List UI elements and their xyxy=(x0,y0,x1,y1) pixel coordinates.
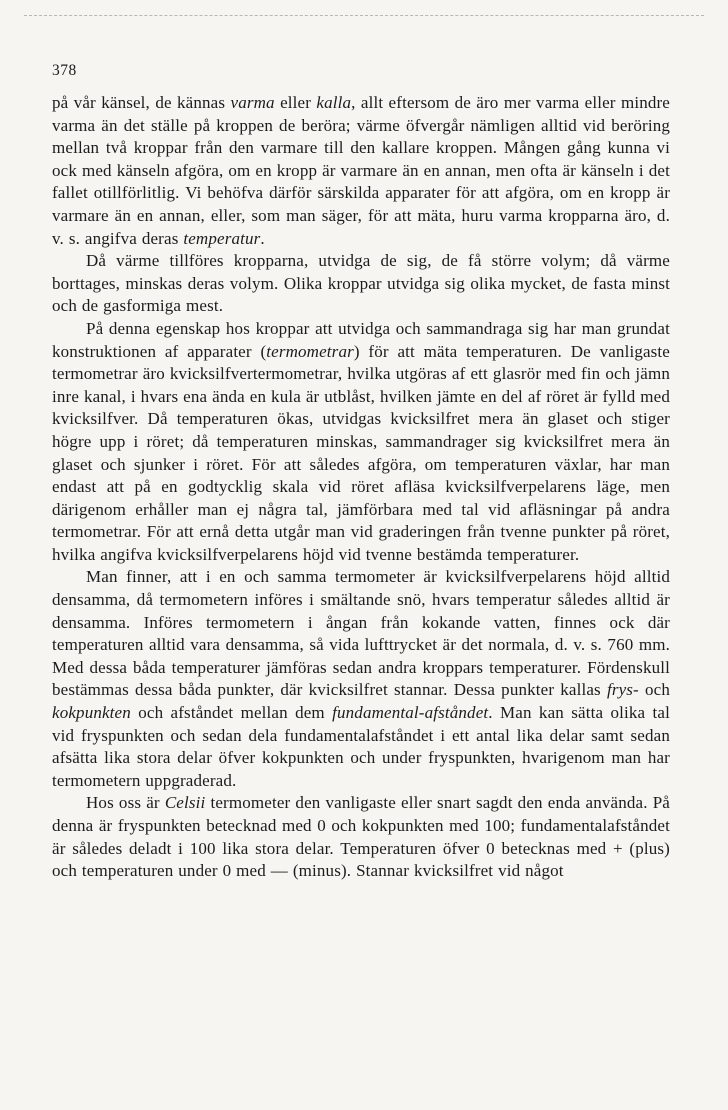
book-page xyxy=(52,62,670,883)
text-run: På denna egenskap hos kroppar att utvidga och sammandraga sig har man grundat konstruktionen af apparater ( xyxy=(52,318,670,361)
italic-term: kokpunkten xyxy=(52,703,131,723)
page-body xyxy=(52,92,670,883)
text-run: . xyxy=(260,228,265,248)
text-run: ) för att mäta temperaturen. De vanligaste termometrar äro kvicksilfvertermometrar, hvilka utgöras af ett glasrör med fin och jämn inre kanal, i hvars ena ända en kula är utblåst, hvilken jämte en del af röret är fylld med kvicksilfver. Då temperaturen ökas, utvidgas kvicksilfret mera än glaset och stiger högre upp i röret; då temperaturen minskas, sammandrager sig kvicksilfret mera än glaset och sjunker i röret. För att således afgöra, om temperaturen växlar, har man endast att på en godtycklig skala vid röret afläsa kvicksilfverpelarens läge, men därigenom erhåller man ej några tal, jämförbara med tal vid afläsningar på andra termometrar. För att ernå detta utgår man vid graderingen från tvenne punkter på röret, hvilka angifva kvicksilfverpelarens höjd vid tvenne bestämda temperaturer. xyxy=(52,341,670,564)
paragraph xyxy=(52,566,670,792)
italic-term: kalla xyxy=(316,93,352,112)
text-run: på vår känsel, de kännas xyxy=(52,93,231,112)
text-run: och afståndet mellan dem xyxy=(130,703,333,723)
text-run: . Man kan sätta olika tal vid fryspunkten och sedan dela fundamentalafståndet i ett antal lika delar samt sedan afsätta lika stora delar öfver kokpunkten och under fryspunkten, hvarigenom man har termometern uppgraderad. xyxy=(52,703,670,790)
page-number: 378 xyxy=(52,62,77,79)
italic-term: fundamental-afståndet xyxy=(332,703,489,723)
text-run: eller xyxy=(274,93,317,112)
text-run: Hos oss är xyxy=(86,793,165,813)
text-run: termometer den vanligaste eller snart sagdt den enda använda. På denna är fryspunkten betecknad med 0 och kokpunkten med 100; fundamentalafståndet är således deladt i 100 lika stora delar. Temperaturen öfver 0 betecknas med + (plus) och temperaturen under 0 med — (minus). Stannar kvicksilfret vid något xyxy=(52,793,671,881)
paragraph xyxy=(52,250,670,318)
text-run: och xyxy=(638,680,670,700)
italic-term: termometrar xyxy=(266,341,354,361)
italic-term: Celsii xyxy=(164,793,206,813)
text-run: , allt eftersom de äro mer varma eller mindre varma än det ställe på kroppen de beröra; värme öfvergår nämligen alltid vid beröring mellan två kroppar från den varmare till den kallare kroppen. Mången gång kunna vi ock med känseln afgöra, om en kropp är varmare än en annan, men ofta är känseln i det fallet otillförlitlig. Vi behöfva därför särskilda apparater för att afgöra, om en kropp är varmare än en annan, eller, som man säger, för att mäta, huru varma kropparna äro, d. v. s. angifva deras xyxy=(52,93,671,248)
paragraph xyxy=(52,318,670,567)
text-run: Man finner, att i en och samma termometer är kvicksilfverpelarens höjd alltid densamma, då termometern införes i smältande snö, hvars temperatur således alltid är densamma. Införes termometern i ångan från kokande vatten, finnes ock där temperaturen alltid vara densamma, så vida lufttrycket är det normala, d. v. s. 760 mm. Med dessa båda temperaturer jämföras sedan andra kroppars temperaturer. Fördenskull bestämmas dessa båda punkter, där kvicksilfret stannar. Dessa punkter kallas xyxy=(52,567,670,700)
scan-top-edge-line xyxy=(24,15,704,16)
italic-term: temperatur xyxy=(183,228,261,248)
italic-term: frys- xyxy=(606,680,639,700)
paragraph xyxy=(52,792,670,882)
italic-term: varma xyxy=(230,93,275,112)
text-run: Då värme tillföres kropparna, utvidga de sig, de få större volym; då värme borttages, minskas deras volym. Olika kroppar utvidga sig olika mycket, de fasta minst och de gasformiga mest. xyxy=(52,251,670,316)
paragraph xyxy=(52,92,670,250)
